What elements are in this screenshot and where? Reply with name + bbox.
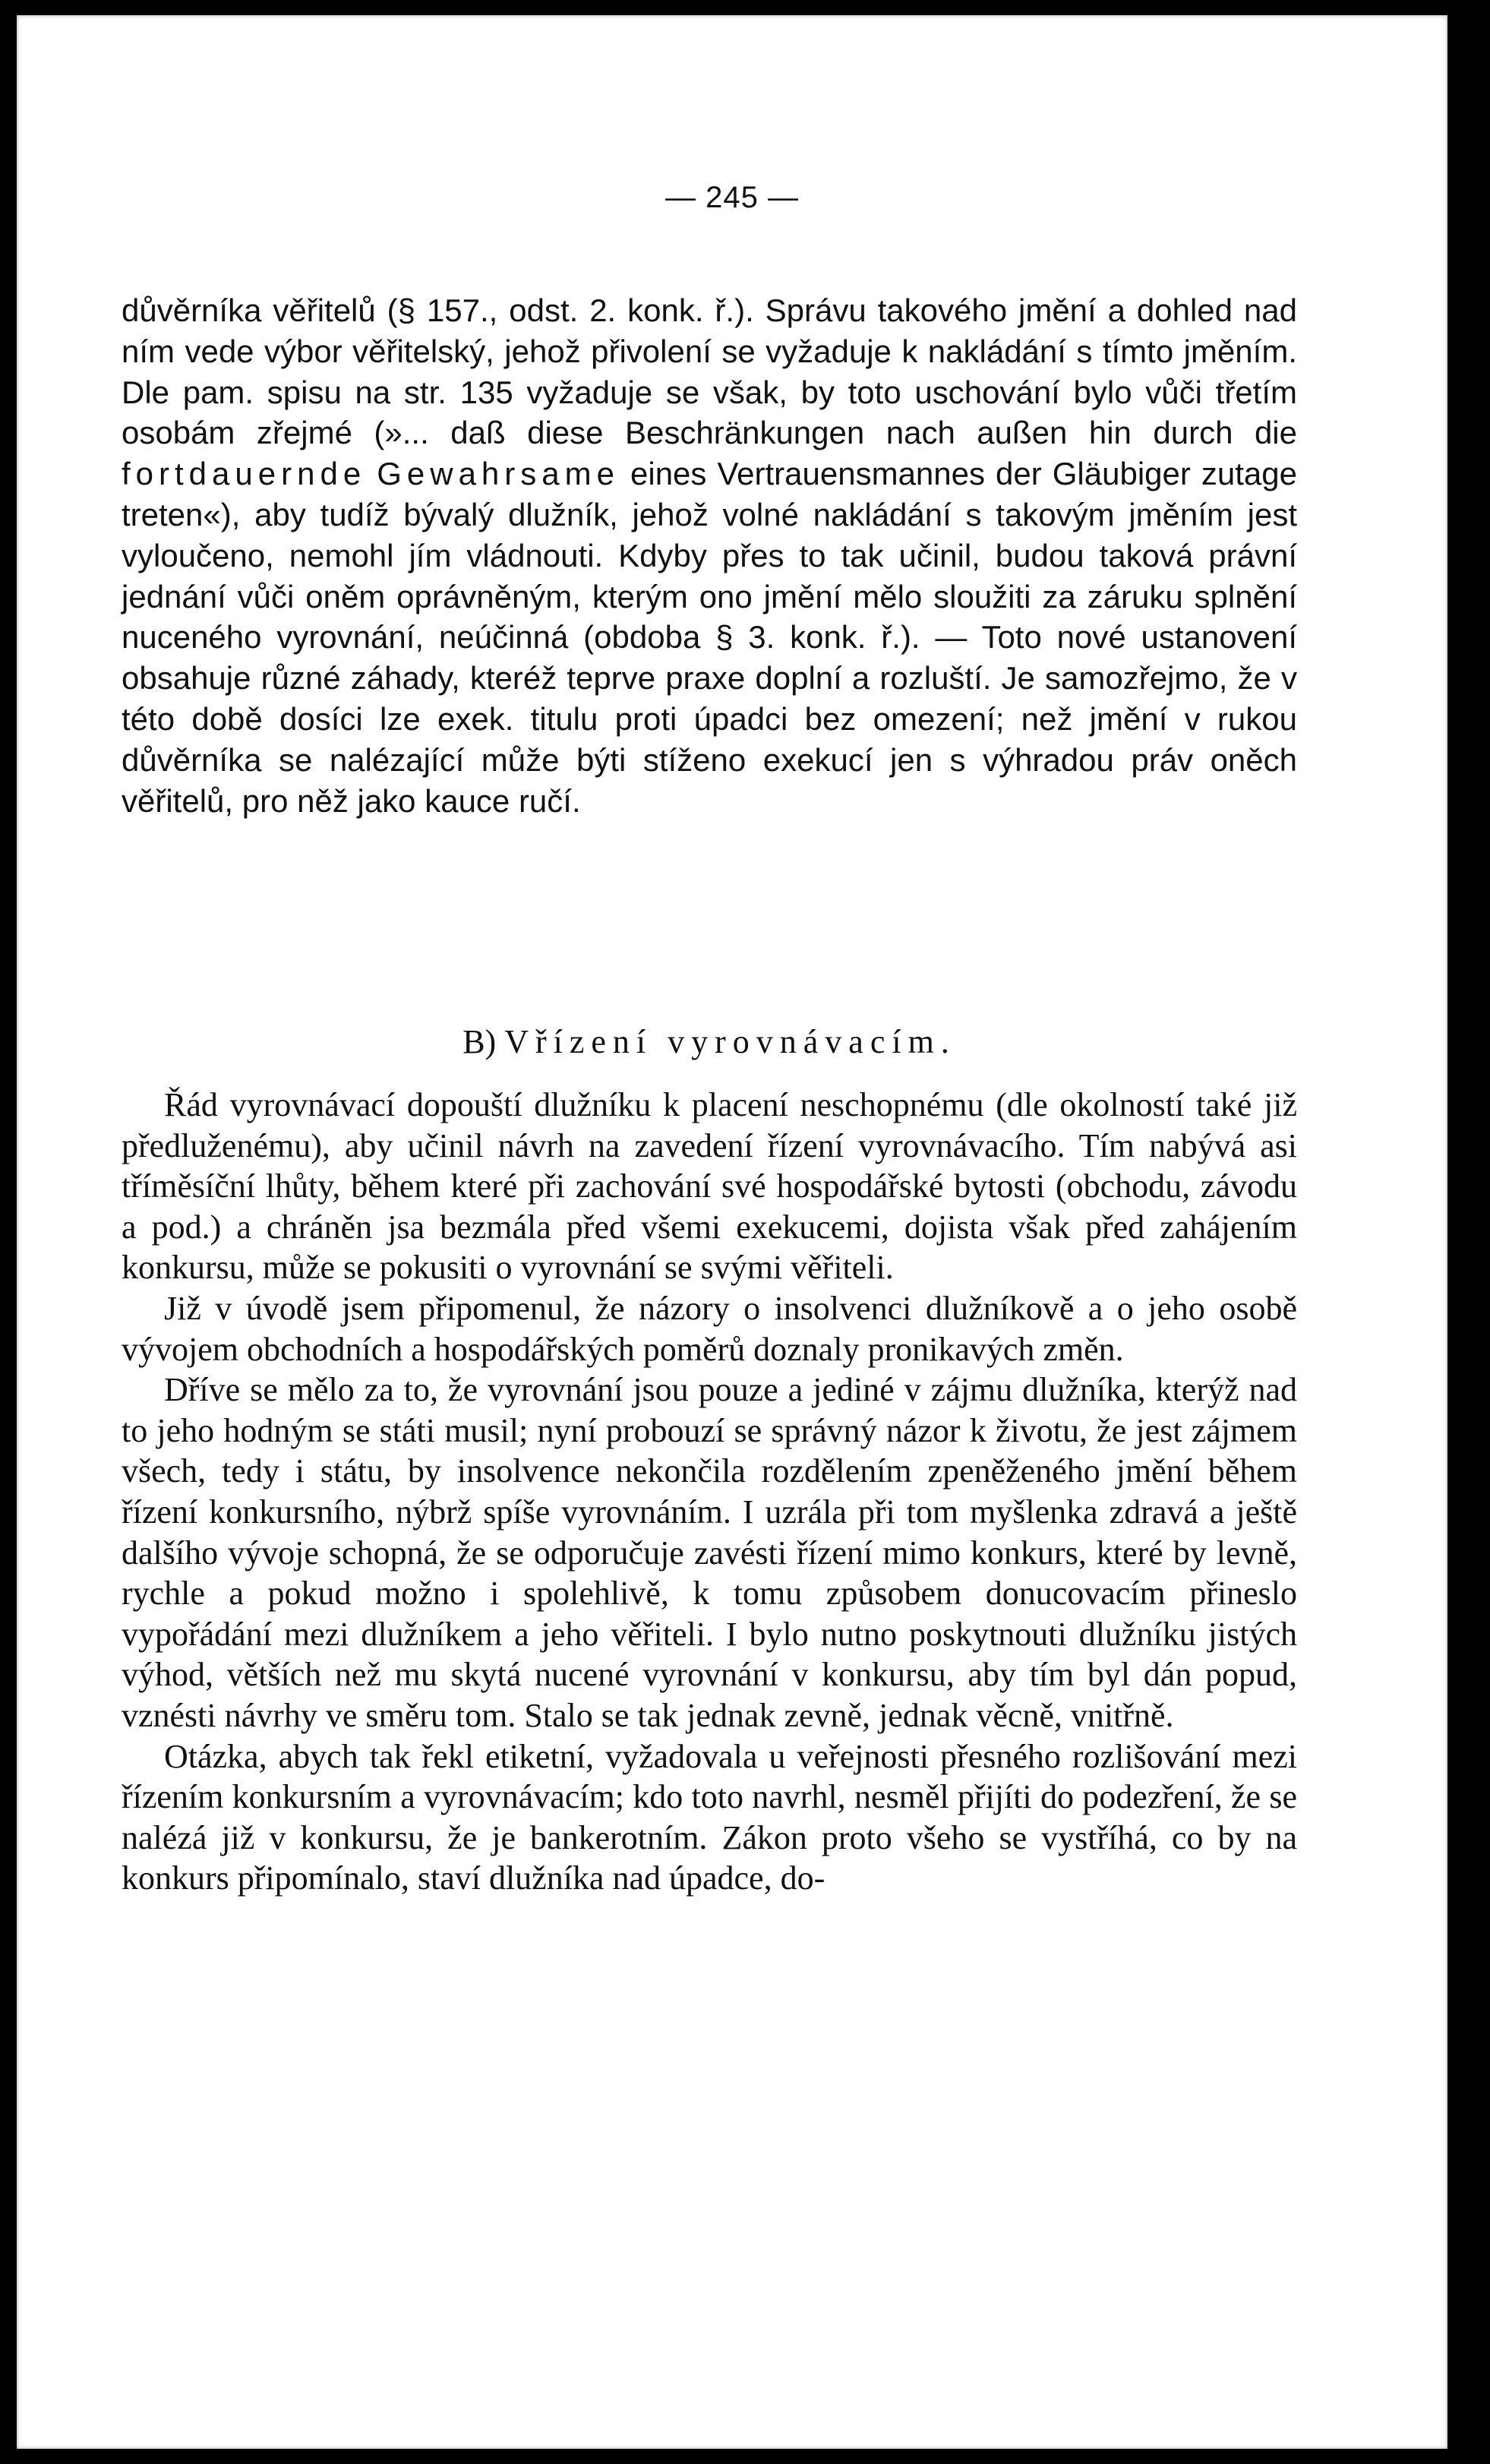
section-heading-prefix: B)	[462, 1023, 505, 1060]
section-heading	[122, 1022, 1297, 1061]
paragraph-text-part1: důvěrníka věřitelů (§ 157., odst. 2. konk. ř.). Správu takového jmění a dohled nad ním vede výbor věřitelský, jehož přivolení se vyžaduje k nakládání s tímto jměním. Dle pam. spisu na str. 135 vyžaduje se však, by toto uschování bylo vůči třetím osobám zřejmé (»... daß diese Beschränkungen nach außen hin durch die	[122, 292, 1297, 451]
spaced-word-fortdauernde: fortdauernde	[122, 456, 367, 492]
spaced-word-gewahrsame: Gewahrsame	[377, 456, 620, 492]
page-number: — 245 —	[665, 181, 799, 214]
paragraph-text	[122, 290, 1297, 821]
paragraph-text-part2: eines Vertrauensmannes der Gläubiger zutage treten«), aby tudíž bývalý dlužník, jehož volné nakládání s takovým jměním jest vyloučeno, nemohl jím vládnouti. Kdyby přes to tak učinil, budou taková právní jednání vůči oněm oprávněným, kterým ono jmění mělo sloužiti za záruku splnění nuceného vyrovnání, neúčinná (obdoba § 3. konk. ř.). — Toto nové ustanovení obsahuje různé záhady, kteréž teprve praxe doplní a rozluští. Je samozřejmo, že v této době dosíci lze exek. titulu proti úpadci bez omezení; než jmění v rukou důvěrníka se nalézající může býti stíženo exekucí jen s výhradou práv oněch věřitelů, pro něž jako kauce ručí.	[122, 456, 1297, 819]
section-body	[122, 1085, 1297, 1899]
word-space	[366, 456, 377, 491]
scanned-page	[17, 15, 1447, 2449]
body-paragraph-2: Již v úvodě jsem připomenul, že názory o insolvenci dlužníkově a o jeho osobě vývojem obchodních a hospodářských poměrů doznaly pronikavých změn.	[122, 1289, 1297, 1368]
paragraph-continued	[122, 290, 1297, 821]
body-paragraph-3: Dříve se mělo za to, že vyrovnání jsou pouze a jediné v zájmu dlužníka, kterýž nad to jeho hodným se státi musil; nyní probouzí se správný názor k životu, že jest zájmem všech, tedy i státu, by insolvence nekončila rozdělením zpeněženého jmění během řízení konkursního, nýbrž spíše vyrovnáním. I uzrála při tom myšlenka zdravá a ještě dalšího vývoje schopná, že se odporučuje zavésti řízení mimo konkurs, které by levně, rychle a pokud možno i spolehlivě, k tomu způsobem donucovacím přineslo vypořádání mezi dlužníkem a jeho věřiteli. I bylo nutno poskytnouti dlužníku jistých výhod, větších než mu skytá nucené vyrovnání v konkursu, aby tím byl dán popud, vznésti návrhy ve směru tom. Stalo se tak jednak zevně, jednak věcně, vnitřně.	[122, 1371, 1297, 1734]
section-heading-title: Vřízení vyrovnávacím.	[504, 1023, 956, 1060]
body-paragraph-4: Otázka, abych tak řekl etiketní, vyžadovala u veřejnosti přesného rozlišování mezi řízením konkursním a vyrovnávacím; kdo toto navrhl, nesměl přijíti do podezření, že se nalézá již v konkursu, že je bankerotním. Zákon proto všeho se vystříhá, co by na konkurs připomínalo, staví dlužníka nad úpadce, do-	[122, 1737, 1297, 1897]
body-paragraph-1: Řád vyrovnávací dopouští dlužníku k placení neschopnému (dle okolností také již předluženému), aby učinil návrh na zavedení řízení vyrovnávacího. Tím nabývá asi tříměsíční lhůty, během které při zachování své hospodářské bytosti (obchodu, závodu a pod.) a chráněn jsa bezmála před všemi exekucemi, dojista však před zahájením konkursu, může se pokusiti o vyrovnání se svými věřiteli.	[122, 1086, 1297, 1287]
